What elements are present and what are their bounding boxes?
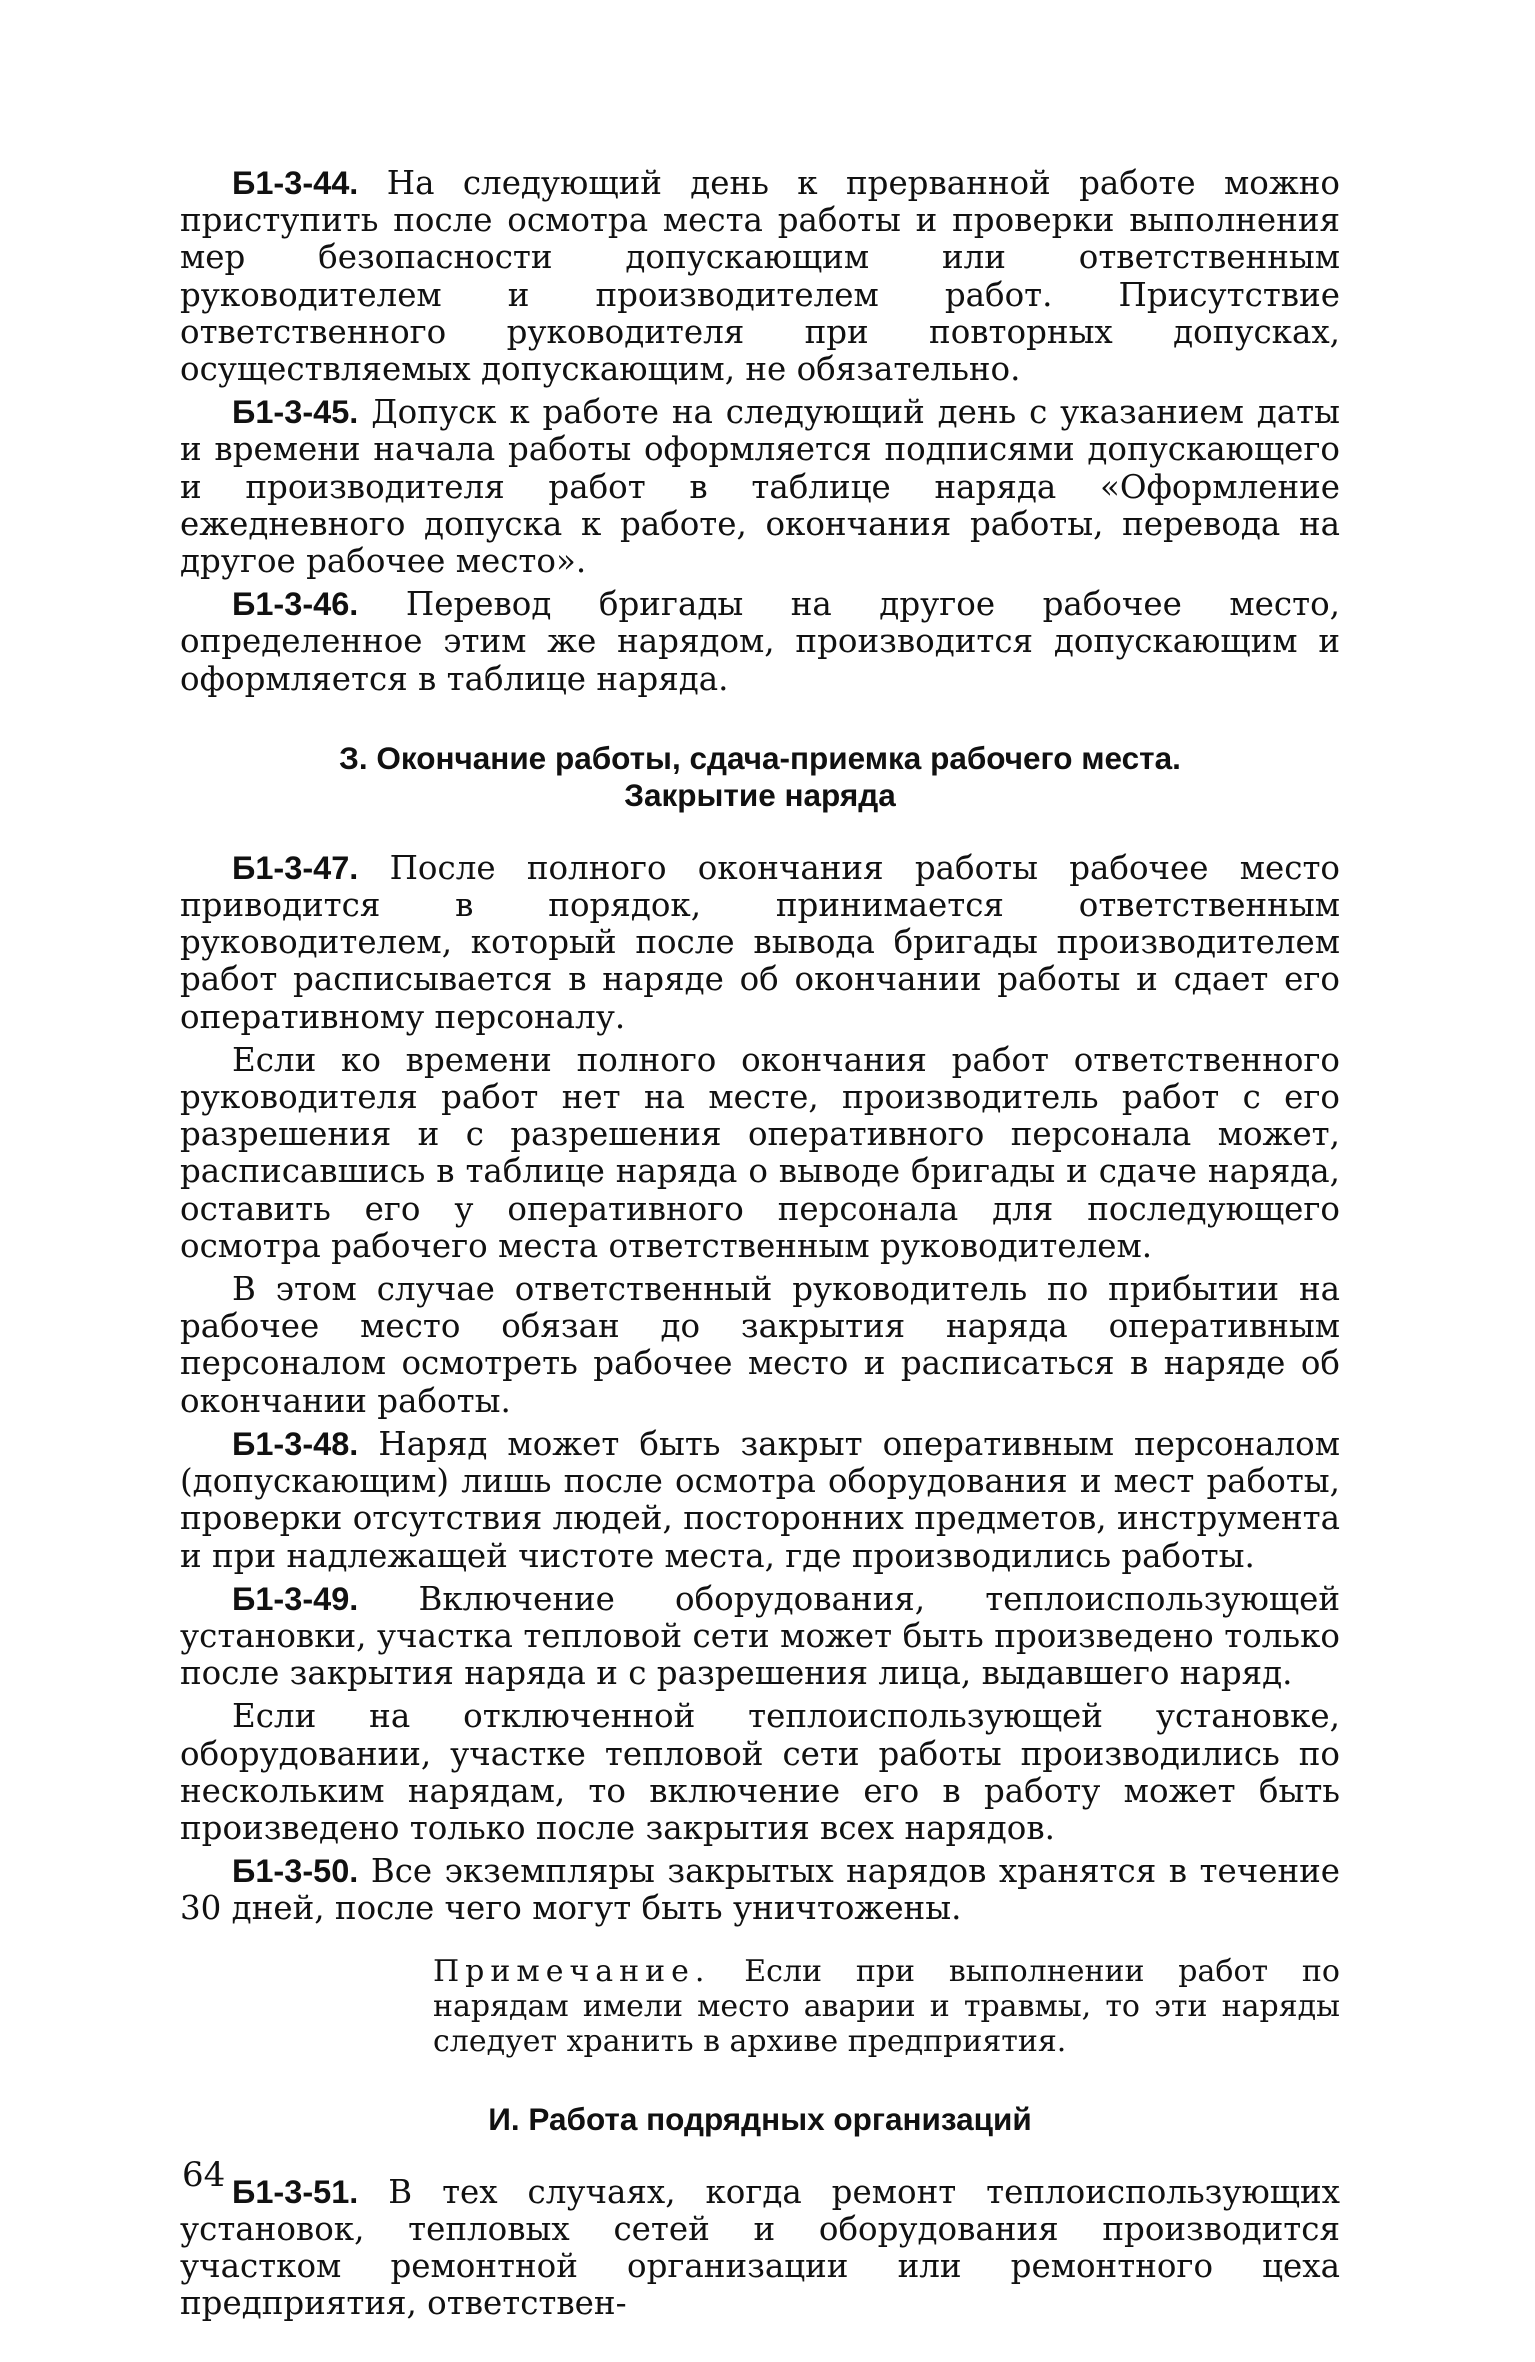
paragraph-b1-3-48 <box>180 1426 1340 1575</box>
paragraph-text: В тех случаях, когда ремонт теплоиспользующих установок, тепловых сетей и оборудования производится участком ремонтной организации или ремонтного цеха предприятия, ответствен- <box>180 2172 1340 2323</box>
paragraph-continuation <box>180 1042 1340 1265</box>
section-heading-line-2: Закрытие наряда <box>624 776 896 813</box>
note-label: Примечание. <box>433 1953 711 1989</box>
clause-number: Б1-3-47. <box>232 849 359 886</box>
paragraph-b1-3-47 <box>180 850 1340 1036</box>
clause-number: Б1-3-48. <box>232 1425 359 1462</box>
paragraph-text: Включение оборудования, теплоиспользующей установки, участка тепловой сети может быть произведено только после закрытия наряда и с разрешения лица, выдавшего наряд. <box>180 1579 1340 1693</box>
paragraph-b1-3-50 <box>180 1853 1340 1927</box>
clause-number: Б1-3-51. <box>232 2173 359 2210</box>
page-content <box>180 165 1340 2328</box>
section-heading-line-1: И. Работа подрядных организаций <box>488 2100 1032 2137</box>
clause-number: Б1-3-50. <box>232 1853 359 1890</box>
clause-number: Б1-3-44. <box>232 165 359 201</box>
paragraph-text: На следующий день к прерванной работе можно приступить после осмотра места работы и проверки выполнения мер безопасности допускающим или ответственным руководителем и производителем работ. Присутствие ответственного руководителя при повторных допусках, осуществляемых допускающим, не обязательно. <box>180 164 1340 389</box>
paragraph-b1-3-44 <box>180 165 1340 388</box>
section-heading-line-1: З. Окончание работы, сдача-приемка рабочего места. <box>339 739 1181 776</box>
paragraph-b1-3-46 <box>180 586 1340 698</box>
paragraph-text: В этом случае ответственный руководитель по прибытии на рабочее место обязан до закрытия наряда оперативным персоналом осмотреть рабочее место и расписаться в наряде об окончании работы. <box>180 1270 1340 1420</box>
section-heading-z <box>180 740 1340 814</box>
clause-number: Б1-3-46. <box>232 586 359 623</box>
paragraph-text: После полного окончания работы рабочее место приводится в порядок, принимается ответственным руководителем, который после вывода бригады производителем работ расписывается в наряде об окончании работы и сдает его оперативному персоналу. <box>180 848 1340 1036</box>
note <box>433 1954 1340 2059</box>
paragraph-text: Все экземпляры закрытых нарядов хранятся в течение 30 дней, после чего могут быть уничтожены. <box>180 1852 1340 1928</box>
paragraph-b1-3-51 <box>180 2174 1340 2323</box>
paragraph-text: Наряд может быть закрыт оперативным персоналом (допускающим) лишь после осмотра оборудования и мест работы, проверки отсутствия людей, посторонних предметов, инструмента и при надлежащей чистоте места, где производились работы. <box>180 1424 1340 1575</box>
paragraph-b1-3-45 <box>180 394 1340 580</box>
paragraph-text: Перевод бригады на другое рабочее место, определенное этим же нарядом, производится допускающим и оформляется в таблице наряда. <box>180 585 1340 698</box>
clause-number: Б1-3-49. <box>232 1580 359 1617</box>
paragraph-continuation <box>180 1271 1340 1420</box>
paragraph-b1-3-49 <box>180 1581 1340 1693</box>
paragraph-text: Допуск к работе на следующий день с указанием даты и времени начала работы оформляется подписями допускающего и производителя работ в таблице наряда «Оформление ежедневного допуска к работе, окончания работы, перевода на другое рабочее место». <box>180 393 1340 581</box>
note-text: Если при выполнении работ по нарядам имели место аварии и травмы, то эти наряды следует хранить в архиве предприятия. <box>433 1953 1340 2059</box>
paragraph-text: Если ко времени полного окончания работ ответственного руководителя работ нет на месте, производитель работ с его разрешения и с разрешения оперативного персонала может, расписавшись в таблице наряда о выводе бригады и сдаче наряда, оставить его у оперативного персонала для последующего осмотра рабочего места ответственным руководителем. <box>180 1040 1340 1265</box>
paragraph-text: Если на отключенной теплоиспользующей установке, оборудовании, участке тепловой сети работы производились по нескольким нарядам, то включение его в работу может быть произведено только после закрытия всех нарядов. <box>180 1697 1340 1847</box>
page-number: 64 <box>182 2155 226 2195</box>
clause-number: Б1-3-45. <box>232 394 359 431</box>
paragraph-continuation <box>180 1698 1340 1847</box>
section-heading-i <box>180 2101 1340 2138</box>
